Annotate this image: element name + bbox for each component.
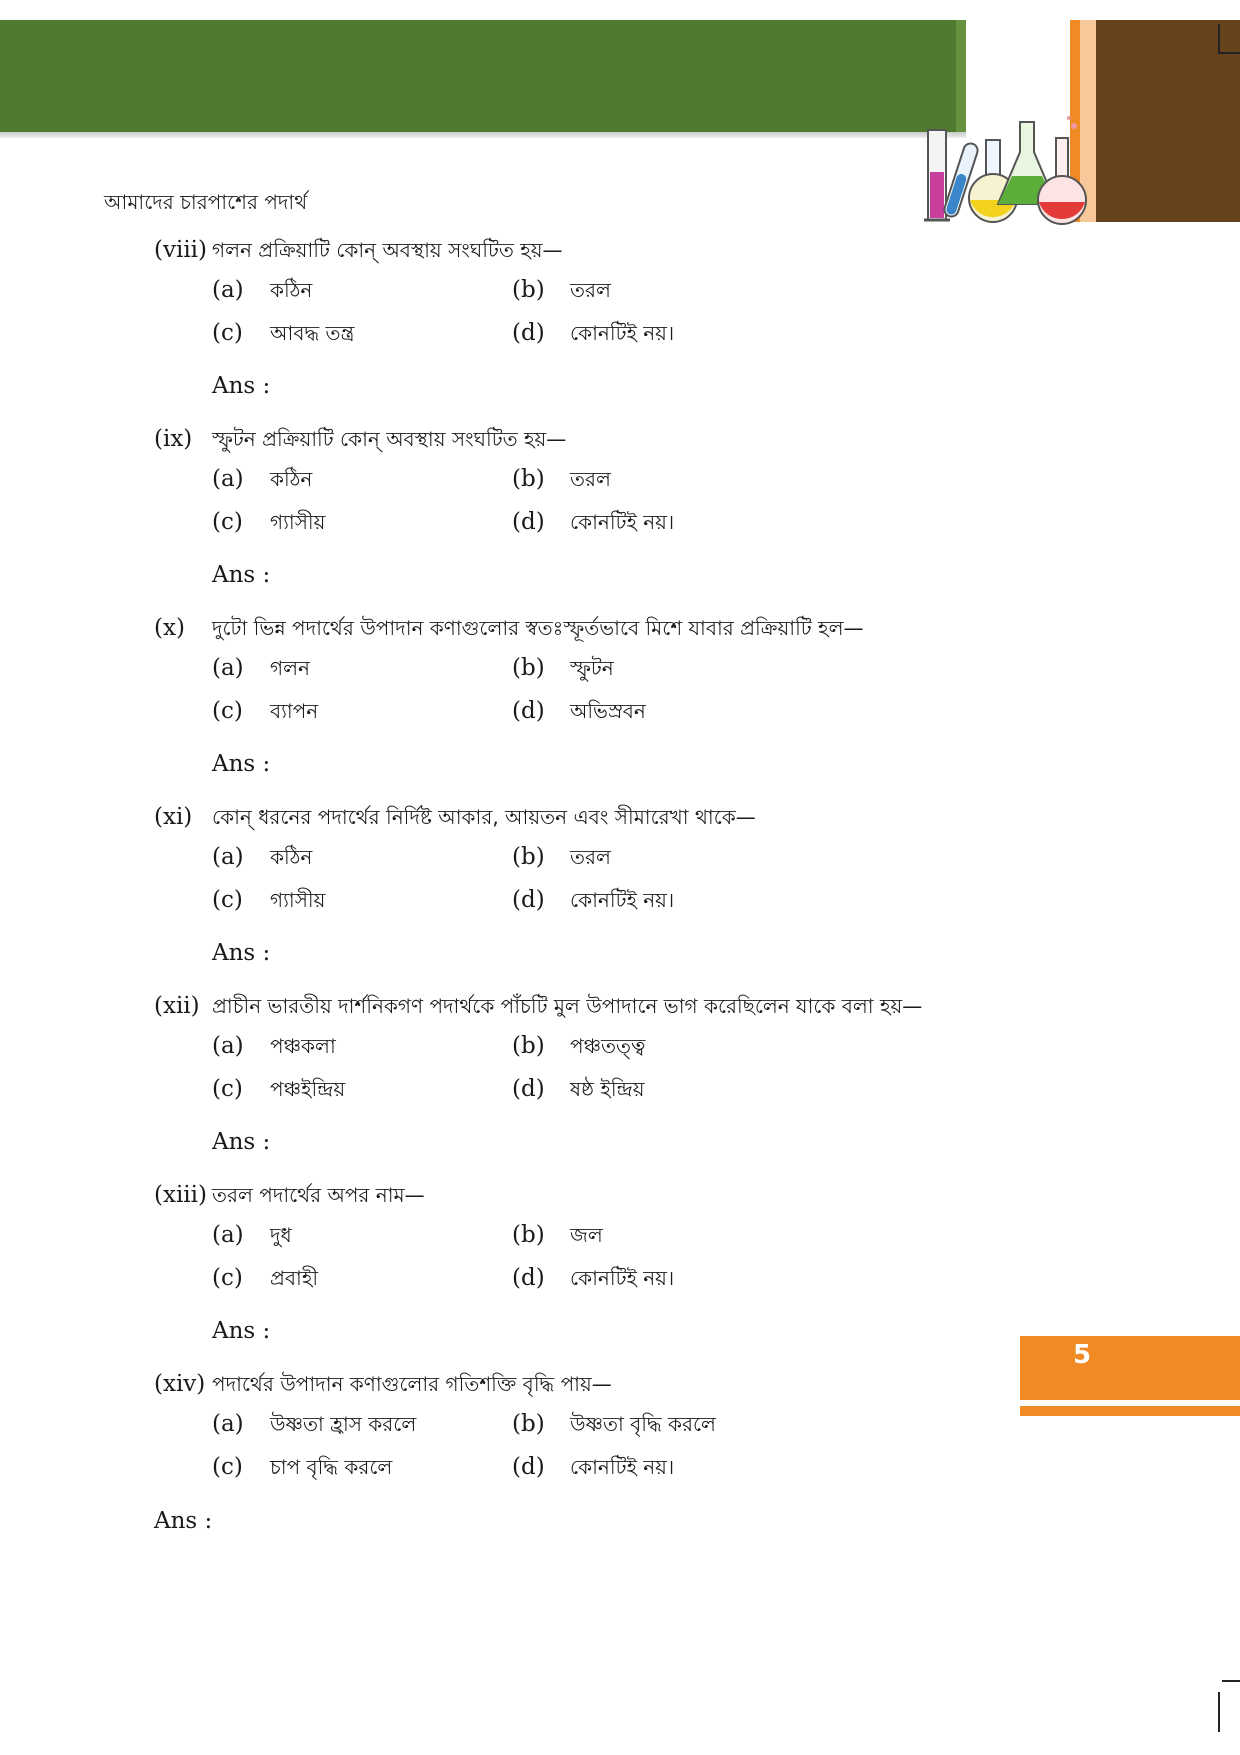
question-xiii bbox=[154, 1181, 1054, 1351]
option-label: (c) bbox=[212, 887, 243, 913]
option-d bbox=[512, 886, 812, 919]
option-text: কঠিন bbox=[270, 278, 313, 302]
option-label: (d) bbox=[512, 1454, 545, 1480]
option-c bbox=[212, 1264, 512, 1297]
question-xi bbox=[154, 803, 1054, 973]
option-text: দুধ bbox=[270, 1223, 292, 1247]
option-b bbox=[512, 654, 812, 687]
question-x bbox=[154, 614, 1054, 784]
page-number: 5 bbox=[1072, 1340, 1092, 1370]
option-text: চাপ বৃদ্ধি করলে bbox=[270, 1455, 393, 1479]
option-label: (c) bbox=[212, 698, 243, 724]
question-text: পদার্থের উপাদান কণাগুলোর গতিশক্তি বৃদ্ধি পায়— bbox=[212, 1372, 612, 1396]
option-c bbox=[212, 1453, 512, 1486]
option-label: (b) bbox=[512, 1411, 545, 1437]
question-number: (ix) bbox=[154, 426, 193, 452]
question-number: (xiii) bbox=[154, 1182, 207, 1208]
option-label: (a) bbox=[212, 655, 244, 681]
page-number-underline bbox=[1020, 1406, 1240, 1416]
option-a bbox=[212, 1410, 512, 1443]
option-text: কঠিন bbox=[270, 467, 313, 491]
option-d bbox=[512, 1453, 812, 1486]
option-d bbox=[512, 319, 812, 352]
option-label: (a) bbox=[212, 1411, 244, 1437]
option-label: (a) bbox=[212, 277, 244, 303]
option-b bbox=[512, 1410, 812, 1443]
option-c bbox=[212, 508, 512, 541]
option-a bbox=[212, 654, 512, 687]
option-text: জল bbox=[570, 1223, 603, 1247]
option-text: স্ফুটন bbox=[570, 656, 614, 680]
option-label: (c) bbox=[212, 320, 243, 346]
option-label: (d) bbox=[512, 509, 545, 535]
answer-label: Ans : bbox=[212, 751, 271, 777]
option-d bbox=[512, 1264, 812, 1297]
option-text: অভিস্রবন bbox=[570, 699, 646, 723]
option-text: তরল bbox=[570, 467, 611, 491]
option-c bbox=[212, 319, 512, 352]
option-text: কোনটিই নয়। bbox=[570, 510, 675, 534]
option-text: পঞ্চইন্দ্রিয় bbox=[270, 1077, 346, 1101]
option-c bbox=[212, 697, 512, 730]
question-number: (xiv) bbox=[154, 1371, 206, 1397]
option-label: (c) bbox=[212, 509, 243, 535]
option-text: গ্যাসীয় bbox=[270, 888, 326, 912]
option-text: পঞ্চকলা bbox=[270, 1034, 336, 1058]
option-text: ষষ্ঠ ইন্দ্রিয় bbox=[570, 1077, 645, 1101]
question-ix bbox=[154, 425, 1054, 595]
question-text: স্ফুটন প্রক্রিয়াটি কোন্ অবস্থায় সংঘটিত হয়— bbox=[212, 427, 567, 451]
option-b bbox=[512, 1032, 812, 1065]
crop-mark-bottom-h bbox=[1222, 1680, 1240, 1682]
option-label: (b) bbox=[512, 466, 545, 492]
question-number: (xi) bbox=[154, 804, 193, 830]
question-number: (x) bbox=[154, 615, 185, 641]
crop-mark-top bbox=[1218, 24, 1220, 52]
option-label: (d) bbox=[512, 698, 545, 724]
option-label: (c) bbox=[212, 1076, 243, 1102]
crop-mark-bottom bbox=[1218, 1692, 1220, 1732]
option-b bbox=[512, 843, 812, 876]
option-label: (d) bbox=[512, 887, 545, 913]
option-label: (b) bbox=[512, 1222, 545, 1248]
option-text: আবদ্ধ তন্ত্র bbox=[270, 321, 355, 345]
answer-label: Ans : bbox=[212, 1129, 271, 1155]
question-viii bbox=[154, 236, 1054, 406]
option-a bbox=[212, 1221, 512, 1254]
option-label: (d) bbox=[512, 1265, 545, 1291]
question-text: দুটো ভিন্ন পদার্থের উপাদান কণাগুলোর স্বতঃস্ফূর্তভাবে মিশে যাবার প্রক্রিয়াটি হল— bbox=[212, 616, 864, 640]
option-text: গ্যাসীয় bbox=[270, 510, 326, 534]
header-shadow bbox=[0, 132, 966, 138]
option-b bbox=[512, 465, 812, 498]
option-label: (a) bbox=[212, 1033, 244, 1059]
option-text: পঞ্চতত্ত্ব bbox=[570, 1034, 646, 1058]
option-b bbox=[512, 276, 812, 309]
option-text: কোনটিই নয়। bbox=[570, 1266, 675, 1290]
option-text: তরল bbox=[570, 845, 611, 869]
option-d bbox=[512, 508, 812, 541]
question-text: কোন্ ধরনের পদার্থের নির্দিষ্ট আকার, আয়তন এবং সীমারেখা থাকে— bbox=[212, 805, 756, 829]
answer-label: Ans : bbox=[212, 940, 271, 966]
option-label: (a) bbox=[212, 844, 244, 870]
option-label: (d) bbox=[512, 320, 545, 346]
question-number: (xii) bbox=[154, 993, 200, 1019]
option-label: (b) bbox=[512, 655, 545, 681]
option-label: (b) bbox=[512, 277, 545, 303]
option-c bbox=[212, 886, 512, 919]
option-text: উষ্ণতা বৃদ্ধি করলে bbox=[570, 1412, 716, 1436]
option-text: গলন bbox=[270, 656, 310, 680]
option-label: (d) bbox=[512, 1076, 545, 1102]
option-a bbox=[212, 276, 512, 309]
question-text: তরল পদার্থের অপর নাম— bbox=[212, 1183, 425, 1207]
option-d bbox=[512, 697, 812, 730]
question-xii bbox=[154, 992, 1054, 1162]
answer-label: Ans : bbox=[212, 1318, 271, 1344]
option-a bbox=[212, 1032, 512, 1065]
running-header: আমাদের চারপাশের পদার্থ bbox=[104, 190, 308, 214]
option-b bbox=[512, 1221, 812, 1254]
option-text: উষ্ণতা হ্রাস করলে bbox=[270, 1412, 417, 1436]
option-text: কোনটিই নয়। bbox=[570, 1455, 675, 1479]
answer-label: Ans : bbox=[212, 373, 271, 399]
option-d bbox=[512, 1075, 812, 1108]
option-text: কোনটিই নয়। bbox=[570, 888, 675, 912]
crop-mark-top-h bbox=[1218, 52, 1240, 54]
option-text: প্রবাহী bbox=[270, 1266, 319, 1290]
option-label: (a) bbox=[212, 466, 244, 492]
question-text: প্রাচীন ভারতীয় দার্শনিকগণ পদার্থকে পাঁচটি মুল উপাদানে ভাগ করেছিলেন যাকে বলা হয়— bbox=[212, 994, 923, 1018]
option-label: (c) bbox=[212, 1454, 243, 1480]
option-text: কোনটিই নয়। bbox=[570, 321, 675, 345]
lab-glassware-icon bbox=[924, 112, 1094, 228]
header-green-band bbox=[0, 20, 966, 132]
option-text: তরল bbox=[570, 278, 611, 302]
option-label: (a) bbox=[212, 1222, 244, 1248]
option-label: (b) bbox=[512, 844, 545, 870]
option-label: (b) bbox=[512, 1033, 545, 1059]
answer-label: Ans : bbox=[212, 562, 271, 588]
option-text: ব্যাপন bbox=[270, 699, 319, 723]
question-xiv bbox=[154, 1370, 1054, 1496]
question-number: (viii) bbox=[154, 237, 208, 263]
answer-label-final: Ans : bbox=[154, 1508, 213, 1534]
option-a bbox=[212, 465, 512, 498]
option-a bbox=[212, 843, 512, 876]
option-text: কঠিন bbox=[270, 845, 313, 869]
question-text: গলন প্রক্রিয়াটি কোন্ অবস্থায় সংঘটিত হয়— bbox=[212, 238, 563, 262]
option-c bbox=[212, 1075, 512, 1108]
option-label: (c) bbox=[212, 1265, 243, 1291]
